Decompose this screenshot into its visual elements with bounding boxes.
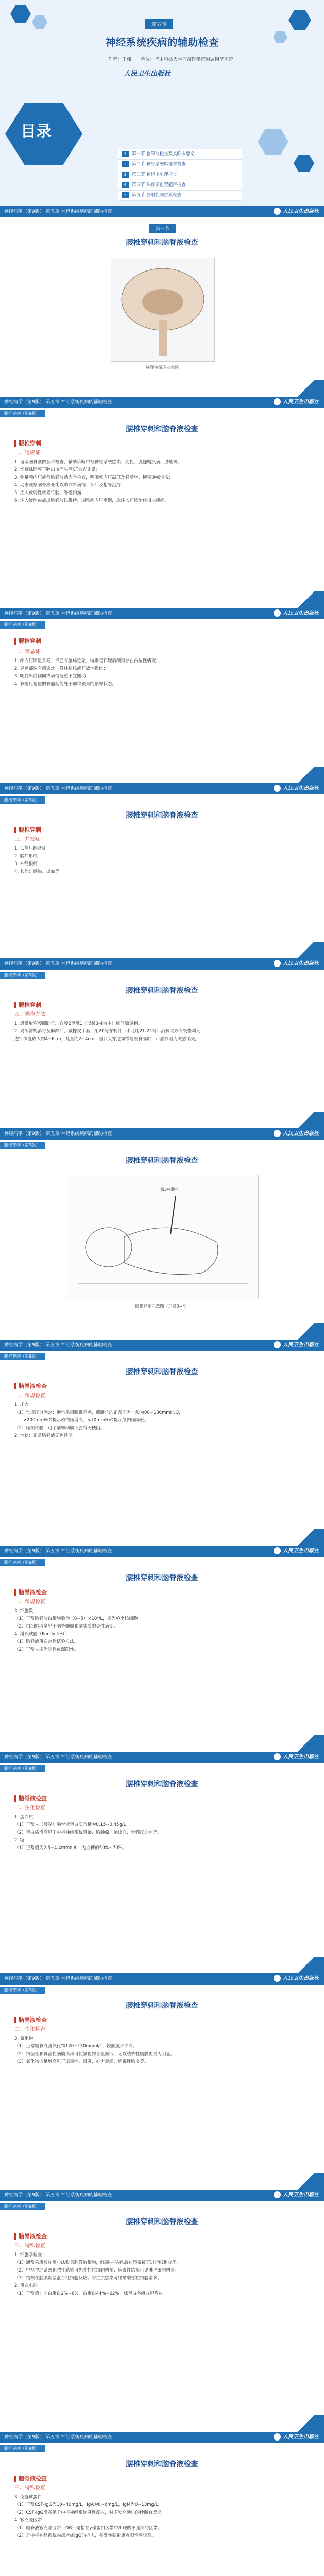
slide-12 (0, 2190, 324, 2432)
publisher-logo-icon (274, 609, 281, 617)
corner-decoration (288, 591, 324, 608)
content-line: 1. 通常取弯腰侧卧位，自腰2至骶1（以腰3-4为主）椎间隙穿刺。 (14, 1021, 143, 1026)
hexagon-decoration (258, 129, 288, 155)
header-bar: 神经病学（第9版） 第五章 神经系统疾病的辅助检查 人民卫生出版社 (0, 2432, 324, 2443)
header-bar: 神经病学（第9版） 第五章 神经系统疾病的辅助检查 人民卫生出版社 (0, 958, 324, 970)
content-line: 1. 留取脑脊液做各种检查，辅助诊断中枢神经系统感染、变性、脱髓鞘疾病、肿瘤等； (14, 460, 182, 465)
corner-decoration (288, 2173, 324, 2190)
content-line: （2）CSF-IgG增高见于中枢神经系统炎性反应，对多发性硬化的诊断有意义。 (14, 2510, 166, 2515)
slide-title: 腰椎穿刺和脑脊液检查 (126, 425, 198, 433)
patient-lateral-position-icon (67, 1175, 258, 1299)
content-line: 3. 测量颅内压或行脑脊液动力学检查，明确颅内压高低及脊髓腔、横窦通畅情况； (14, 475, 174, 480)
toc-title: 目录 (21, 123, 52, 141)
content-list (14, 1814, 308, 1852)
content-line: （1）正常CSF-IgG为10~40mg/L，IgA为0~6mg/L，IgM为0~13mg/L。 (14, 2502, 163, 2507)
chapter-badge: 第五章 (145, 19, 173, 29)
section-tag: 腰椎穿刺（第9版） (0, 1765, 45, 1772)
header-bar: 神经病学（第9版） 第五章 神经系统疾病的辅助检查 人民卫生出版社 (0, 206, 324, 217)
cover-author: 作者：王伟 单位：华中科技大学同济医学院附属同济医院 (108, 57, 234, 62)
slide-4 (0, 608, 324, 783)
content-list (14, 2035, 308, 2066)
content-line: （2）中枢神经系统化脓性感染可见中性粒细胞增多；病毒性感染可见淋巴细胞增多。 (14, 2268, 179, 2273)
content-line: 3. 免疫球蛋白 (14, 2495, 42, 2500)
corner-decoration (288, 767, 324, 783)
publisher-logo-icon (274, 1753, 281, 1760)
subsection-heading: 三、并发症 (14, 837, 40, 842)
corner-decoration (288, 2415, 324, 2432)
section-heading: 脑脊液检查 (14, 1588, 47, 1596)
content-line: 4. 脊髓压迫症的脊髓功能处于即将丧失的临界状态。 (14, 682, 116, 687)
corner-decoration (288, 1735, 324, 1752)
publisher-logo-icon (274, 208, 281, 215)
section-tag: 腰椎穿刺（第9版） (0, 621, 45, 629)
header-bar: 神经病学（第9版） 第五章 神经系统疾病的辅助检查 人民卫生出版社 (0, 1973, 324, 1985)
slide-10 (0, 1752, 324, 1973)
slide-6 (0, 958, 324, 1128)
content-line: （1）正常值为2.5~4.4mmol/L，为血糖的50%~70%。 (14, 1845, 127, 1851)
section-tag: 腰椎穿刺（第9版） (0, 1987, 45, 1994)
subsection-heading: 一、常规检查 (14, 1393, 45, 1399)
hexagon-decoration (32, 15, 47, 29)
content-line: 2. 糖 (14, 1838, 25, 1843)
publisher-logo-icon (274, 1130, 281, 1137)
content-line: 3. 细胞数 (14, 1608, 33, 1614)
header-bar: 神经病学（第9版） 第五章 神经系统疾病的辅助检查 人民卫生出版社 (0, 608, 324, 619)
content-line: 4. 动态观察脑脊液变化以助判断病情、预后及指导治疗； (14, 483, 125, 488)
content-line: 2. 蛋白电泳 (14, 2283, 38, 2289)
publisher-logo-icon (274, 1547, 281, 1554)
csf-circulation-figure (111, 258, 215, 362)
header-bar: 神经病学（第9版） 第五章 神经系统疾病的辅助检查 人民卫生出版社 (0, 2190, 324, 2201)
section-heading: 脑脊液检查 (14, 1382, 47, 1390)
content-line: 2. 性状：正常脑脊液无色透明。 (14, 1433, 77, 1438)
header-bar: 神经病学（第9版） 第五章 神经系统疾病的辅助检查 人民卫生出版社 (0, 1752, 324, 1763)
content-line: 2. 局部常规消毒及麻醉后，戴橡皮手套，用20号穿刺针（小儿用21-22号）沿棘突方向缓慢刺入， (14, 1029, 205, 1034)
content-line: （3）结核性脑膜炎呈混合性细胞反应；寄生虫感染可见嗜酸性粒细胞增多。 (14, 2276, 162, 2281)
subsection-heading: 二、生化检查 (14, 1805, 45, 1811)
content-line: 2. 脑疝形成 (14, 854, 38, 859)
section-pill: 第一节 (149, 224, 176, 233)
content-line: 3. 氯化物 (14, 2036, 33, 2041)
content-line: （2）白细胞增多见于脑脊髓膜和脑实质的炎性病变。 (14, 1624, 118, 1629)
content-list (14, 2251, 308, 2298)
content-line: 进针深度成人约4~6cm，儿童约2~4cm，当针头穿过韧带与硬脊膜时，可感到阻力突然消失。 (14, 1037, 200, 1042)
section-tag: 腰椎穿刺（第9版） (0, 2445, 45, 2452)
corner-decoration (288, 1323, 324, 1340)
corner-decoration (288, 1529, 324, 1546)
toc-item[interactable]: 4 第四节 头颈部血管超声检查 (118, 180, 242, 191)
content-list (14, 657, 308, 688)
toc-list (118, 149, 242, 201)
lumbar-puncture-figure (67, 1175, 259, 1299)
content-line: 1. 颅内压明显升高，或已有脑疝迹象，特别是怀疑后颅窝存在占位性病变； (14, 658, 160, 664)
toc-item[interactable]: 3 第三节 神经电生理检查 (118, 170, 242, 180)
toc-item[interactable]: 2 第二节 神经系统影像学检查 (118, 160, 242, 170)
content-line: 4. 寡克隆区带 (14, 2518, 42, 2523)
content-line: 5. 注入放射性核素行脑、脊髓扫描； (14, 490, 86, 496)
cover-title: 神经系统疾病的辅助检查 (105, 36, 219, 48)
content-line: （1）脑脊液蛋白定性试验方法。 (14, 1639, 79, 1645)
figure-caption: 腰椎穿刺示意图（示腰3~4） (135, 1304, 190, 1309)
content-line: （2）蛋白质增高见于中枢神经系统感染、脑肿瘤、脑出血、脊髓压迫症等。 (14, 1830, 162, 1835)
publisher-logo-icon (274, 2191, 281, 2198)
section-heading: 腰椎穿刺 (14, 439, 41, 447)
header-bar: 神经病学（第9版） 第五章 神经系统疾病的辅助检查 人民卫生出版社 (0, 1128, 324, 1140)
content-list (14, 1401, 308, 1440)
publisher-logo-icon (274, 960, 281, 967)
content-line: （1）正常值：前白蛋白2%~6%，白蛋白44%~62%，球蛋白各组分见教材。 (14, 2291, 167, 2296)
section-tag: 腰椎穿刺（第9版） (0, 2203, 45, 2210)
content-line: （2）是中枢神经系统内部合成IgG的标志，多发性硬化患者阳性率较高。 (14, 2533, 156, 2538)
header-bar: 神经病学（第9版） 第五章 神经系统疾病的辅助检查 人民卫生出版社 (0, 783, 324, 794)
corner-decoration (288, 942, 324, 958)
toc-item[interactable]: 1 第一节 脑脊液检查及其临床意义 (118, 149, 242, 160)
section-heading: 腰椎穿刺 (14, 825, 41, 834)
slide-2 (0, 206, 324, 397)
content-list (14, 845, 308, 876)
hexagon-decoration (10, 5, 31, 23)
subsection-heading: 二、生化检查 (14, 2027, 45, 2032)
brain-sagittal-icon (111, 258, 214, 361)
publisher-logo-icon (274, 1975, 281, 1982)
content-line: （1）通常采用玻片离心法收集脑脊液细胞，经瑞-吉染色后在显微镜下进行细胞分类。 (14, 2260, 181, 2265)
publisher-logo-icon (274, 1341, 281, 1348)
toc-item[interactable]: 5 第五节 放射性同位素检查 (118, 191, 242, 201)
section-tag: 腰椎穿刺（第9版） (0, 1559, 45, 1566)
content-line: 1. 低颅压综合征 (14, 846, 46, 851)
subsection-heading: 三、特殊检查 (14, 2243, 45, 2249)
header-bar: 神经病学（第9版） 第五章 神经系统疾病的辅助检查 人民卫生出版社 (0, 1340, 324, 1351)
slide-title: 腰椎穿刺和脑脊液检查 (126, 239, 198, 247)
section-tag: 腰椎穿刺（第9版） (0, 972, 45, 979)
publisher-logo-icon (274, 2433, 281, 2441)
publisher-logo-icon (274, 785, 281, 792)
subsection-heading: 一、适应证 (14, 450, 40, 456)
cover-background (0, 0, 324, 206)
slide-11 (0, 1973, 324, 2190)
publisher-logo: 人民卫生出版社 (124, 70, 171, 78)
section-heading: 脑脊液检查 (14, 2232, 47, 2240)
slide-7 (0, 1128, 324, 1340)
corner-decoration (288, 380, 324, 397)
slide-title: 腰椎穿刺和脑脊液检查 (126, 1780, 198, 1788)
section-heading: 脑脊液检查 (14, 2015, 47, 2024)
hexagon-decoration (294, 155, 314, 172)
slide-title: 腰椎穿刺和脑脊液检查 (126, 811, 198, 820)
content-list (14, 2494, 308, 2540)
content-list (14, 1020, 308, 1043)
content-line: 3. 明显出血倾向或病情危重不宜搬动； (14, 674, 90, 679)
content-line: （1）正常脑脊液白细胞数为（0~5）×10⁶/L，多为单个核细胞。 (14, 1616, 142, 1621)
slide-title: 腰椎穿刺和脑脊液检查 (126, 2002, 198, 2010)
section-heading: 腰椎穿刺 (14, 637, 41, 645)
slide-title: 腰椎穿刺和脑脊液检查 (126, 1574, 198, 1582)
slide-5 (0, 783, 324, 958)
content-line: 6. 注入液体或放出脑脊液以维持、调整颅内压平衡，或注入药物治疗相应疾病。 (14, 498, 169, 503)
section-tag: 腰椎穿刺（第9版） (0, 410, 45, 417)
content-line: 4. 潘氏试验（Pandy test） (14, 1632, 70, 1637)
content-line: （3）氯化物含量增高见于尿毒症、肾炎、心力衰竭、病毒性脑炎等。 (14, 2059, 149, 2064)
hexagon-decoration (288, 10, 311, 30)
content-line: （2）细菌性和真菌性脑膜炎均可使氯化物含量减低，尤以结核性脑膜炎最为明显。 (14, 2052, 175, 2057)
slide-13 (0, 2432, 324, 2576)
content-line: （1）脑脊液寡克隆区带（OB）是指在γ球蛋白区带中出现的不连续的区带。 (14, 2526, 162, 2531)
section-heading: 脑脊液检查 (14, 2474, 47, 2482)
slide-9 (0, 1546, 324, 1752)
content-line: 2. 穿刺部位有感染灶、脊柱结核或开放性损伤； (14, 666, 108, 671)
subsection-heading: 一、常规检查 (14, 1599, 45, 1605)
corner-decoration (288, 1957, 324, 1973)
subsection-heading: 三、特殊检查 (14, 2485, 45, 2491)
content-line: （1）正常脑脊液含氯化物120~130mmol/L，较血氯水平高。 (14, 2044, 138, 2049)
content-line: >200mmH₂O提示颅内压增高，<70mmH₂O提示颅内压降低。 (14, 1418, 149, 1423)
content-line: （2）压颈试验：可了解蛛网膜下腔有无梗阻。 (14, 1426, 105, 1431)
slide-3 (0, 397, 324, 608)
publisher-logo-icon (274, 398, 281, 405)
content-line: 1. 蛋白质 (14, 1815, 33, 1820)
content-line: 1. 细胞学检查 (14, 2252, 42, 2258)
slide-8 (0, 1340, 324, 1546)
section-heading: 腰椎穿刺 (14, 1001, 41, 1009)
subsection-heading: 四、操作方法 (14, 1012, 45, 1018)
content-line: 1. 压力 (14, 1402, 29, 1408)
content-line: （2）正常人多为阴性或弱阳性。 (14, 1647, 79, 1652)
corner-decoration (288, 1112, 324, 1128)
content-line: 4. 其他：感染、出血等 (14, 869, 60, 874)
section-heading: 脑脊液检查 (14, 1794, 47, 1802)
content-line: （1）常规压力测定：通常采用腰椎穿刺，侧卧位的正常压力一般为80~180mmH₂O， (14, 1410, 183, 1415)
header-bar: 神经病学（第9版） 第五章 神经系统疾病的辅助检查 人民卫生出版社 (0, 1546, 324, 1557)
cover-slide (0, 0, 324, 206)
section-tag: 腰椎穿刺（第9版） (0, 1142, 45, 1149)
subsection-heading: 二、禁忌证 (14, 649, 40, 655)
section-tag: 腰椎穿刺（第9版） (0, 1353, 45, 1360)
figure-label: 第3/4腰椎 (160, 1187, 179, 1192)
slide-title: 腰椎穿刺和脑脊液检查 (126, 1368, 198, 1376)
content-list (14, 459, 308, 505)
content-line: （1）正常人（腰穿）脑脊液蛋白质含量为0.15~0.45g/L。 (14, 1822, 130, 1827)
slide-title: 腰椎穿刺和脑脊液检查 (126, 987, 198, 995)
slide-title: 腰椎穿刺和脑脊液检查 (126, 1157, 198, 1165)
header-bar: 神经病学（第9版） 第五章 神经系统疾病的辅助检查 人民卫生出版社 (0, 397, 324, 408)
content-list (14, 1607, 308, 1654)
content-line: 3. 神经根痛 (14, 861, 38, 867)
slide-title: 腰椎穿刺和脑脊液检查 (126, 2460, 198, 2468)
figure-caption: 脑脊液循环示意图 (146, 365, 179, 370)
section-tag: 腰椎穿刺（第9版） (0, 796, 45, 804)
content-line: 2. 怀疑蛛网膜下腔出血而头颅CT检查正常； (14, 467, 100, 472)
slide-title: 腰椎穿刺和脑脊液检查 (126, 2218, 198, 2226)
